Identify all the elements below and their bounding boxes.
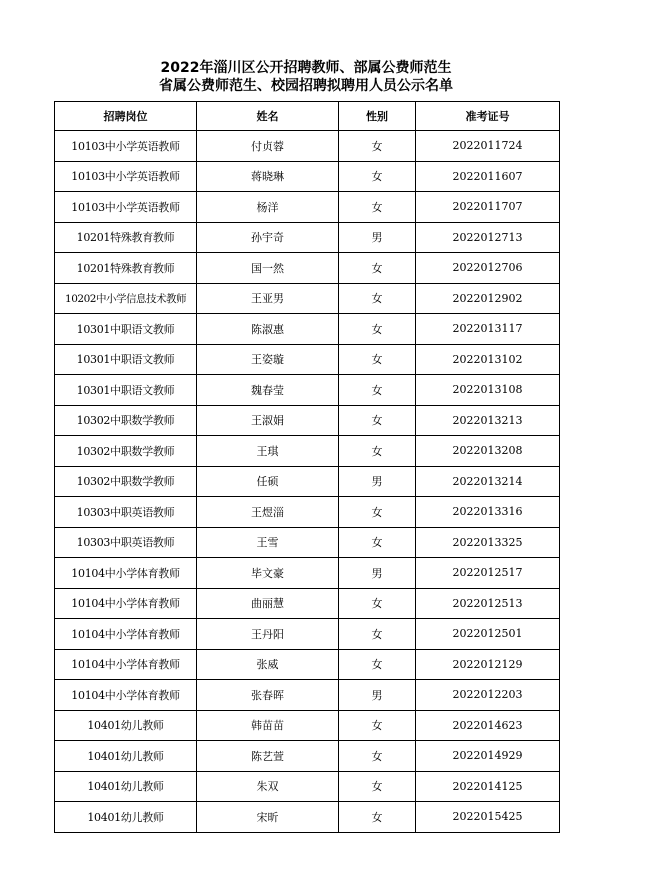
- cell-position: 10104中小学体育教师: [55, 558, 197, 589]
- cell-position: 10301中职语文教师: [55, 314, 197, 345]
- cell-exam-id: 2022012902: [416, 283, 560, 314]
- cell-position: 10201特殊教育教师: [55, 222, 197, 253]
- table-body: [55, 131, 560, 833]
- table-row: [55, 588, 560, 619]
- cell-gender: 女: [339, 588, 416, 619]
- cell-name: 蒋晓琳: [197, 161, 339, 192]
- cell-exam-id: 2022011607: [416, 161, 560, 192]
- cell-name: 王煜淄: [197, 497, 339, 528]
- cell-name: 曲丽慧: [197, 588, 339, 619]
- cell-position: 10104中小学体育教师: [55, 680, 197, 711]
- cell-exam-id: 2022014929: [416, 741, 560, 772]
- table-row: [55, 314, 560, 345]
- cell-name: 宋昕: [197, 802, 339, 833]
- cell-name: 任硕: [197, 466, 339, 497]
- candidate-table: [54, 101, 560, 833]
- table-row: [55, 680, 560, 711]
- table-row: [55, 161, 560, 192]
- cell-name: 国一然: [197, 253, 339, 284]
- cell-name: 张春晖: [197, 680, 339, 711]
- cell-exam-id: 2022011724: [416, 131, 560, 162]
- cell-exam-id: 2022013102: [416, 344, 560, 375]
- cell-exam-id: 2022012501: [416, 619, 560, 650]
- cell-exam-id: 2022012713: [416, 222, 560, 253]
- cell-gender: 女: [339, 527, 416, 558]
- cell-exam-id: 2022013325: [416, 527, 560, 558]
- cell-name: 陈艺萱: [197, 741, 339, 772]
- header-name: 姓名: [197, 102, 339, 131]
- cell-gender: 男: [339, 222, 416, 253]
- cell-position: 10103中小学英语教师: [55, 161, 197, 192]
- cell-name: 朱双: [197, 771, 339, 802]
- cell-exam-id: 2022013208: [416, 436, 560, 467]
- cell-exam-id: 2022012513: [416, 588, 560, 619]
- table-row: [55, 497, 560, 528]
- cell-position: 10103中小学英语教师: [55, 192, 197, 223]
- cell-gender: 女: [339, 375, 416, 406]
- cell-position: 10201特殊教育教师: [55, 253, 197, 284]
- cell-name: 付贞蓉: [197, 131, 339, 162]
- cell-position: 10401幼儿教师: [55, 741, 197, 772]
- document-title-line-1: 2022年淄川区公开招聘教师、部属公费师范生: [160, 60, 452, 76]
- cell-exam-id: 2022012203: [416, 680, 560, 711]
- cell-gender: 女: [339, 161, 416, 192]
- cell-exam-id: 2022013108: [416, 375, 560, 406]
- cell-position: 10202中小学信息技术教师: [55, 283, 197, 314]
- header-exam-id: 准考证号: [416, 102, 560, 131]
- cell-gender: 女: [339, 649, 416, 680]
- table-row: [55, 192, 560, 223]
- cell-exam-id: 2022012517: [416, 558, 560, 589]
- cell-name: 毕文豪: [197, 558, 339, 589]
- cell-exam-id: 2022012129: [416, 649, 560, 680]
- cell-gender: 女: [339, 619, 416, 650]
- cell-position: 10303中职英语教师: [55, 497, 197, 528]
- cell-position: 10302中职数学教师: [55, 466, 197, 497]
- cell-gender: 女: [339, 314, 416, 345]
- cell-position: 10103中小学英语教师: [55, 131, 197, 162]
- cell-gender: 男: [339, 680, 416, 711]
- table-row: [55, 222, 560, 253]
- table-row: [55, 344, 560, 375]
- cell-name: 王淑娟: [197, 405, 339, 436]
- cell-exam-id: 2022013214: [416, 466, 560, 497]
- cell-name: 王雪: [197, 527, 339, 558]
- table-row: [55, 527, 560, 558]
- cell-position: 10302中职数学教师: [55, 436, 197, 467]
- cell-position: 10104中小学体育教师: [55, 588, 197, 619]
- cell-gender: 男: [339, 466, 416, 497]
- cell-name: 孙宇奇: [197, 222, 339, 253]
- cell-gender: 男: [339, 558, 416, 589]
- cell-name: 王姿璇: [197, 344, 339, 375]
- header-position: 招聘岗位: [55, 102, 197, 131]
- header-gender: 性别: [339, 102, 416, 131]
- cell-gender: 女: [339, 283, 416, 314]
- cell-name: 陈淑惠: [197, 314, 339, 345]
- cell-gender: 女: [339, 771, 416, 802]
- table-row: [55, 802, 560, 833]
- cell-position: 10302中职数学教师: [55, 405, 197, 436]
- cell-gender: 女: [339, 405, 416, 436]
- table-row: [55, 649, 560, 680]
- table-header-row: [55, 102, 560, 131]
- table-row: [55, 253, 560, 284]
- cell-name: 韩苗苗: [197, 710, 339, 741]
- table-row: [55, 436, 560, 467]
- cell-exam-id: 2022012706: [416, 253, 560, 284]
- cell-position: 10301中职语文教师: [55, 375, 197, 406]
- table-row: [55, 619, 560, 650]
- cell-name: 杨洋: [197, 192, 339, 223]
- table-row: [55, 741, 560, 772]
- cell-exam-id: 2022014125: [416, 771, 560, 802]
- cell-gender: 女: [339, 131, 416, 162]
- cell-gender: 女: [339, 741, 416, 772]
- table-row: [55, 771, 560, 802]
- cell-position: 10104中小学体育教师: [55, 619, 197, 650]
- table-row: [55, 405, 560, 436]
- cell-position: 10401幼儿教师: [55, 710, 197, 741]
- table-row: [55, 466, 560, 497]
- cell-position: 10104中小学体育教师: [55, 649, 197, 680]
- cell-gender: 女: [339, 192, 416, 223]
- document-title-line-2: 省属公费师范生、校园招聘拟聘用人员公示名单: [159, 78, 453, 94]
- cell-gender: 女: [339, 344, 416, 375]
- table-row: [55, 131, 560, 162]
- cell-exam-id: 2022011707: [416, 192, 560, 223]
- table-row: [55, 283, 560, 314]
- table-row: [55, 710, 560, 741]
- cell-name: 王丹阳: [197, 619, 339, 650]
- cell-position: 10301中职语文教师: [55, 344, 197, 375]
- cell-name: 王琪: [197, 436, 339, 467]
- cell-name: 魏春莹: [197, 375, 339, 406]
- cell-gender: 女: [339, 253, 416, 284]
- cell-exam-id: 2022013213: [416, 405, 560, 436]
- cell-gender: 女: [339, 497, 416, 528]
- cell-exam-id: 2022014623: [416, 710, 560, 741]
- cell-exam-id: 2022013316: [416, 497, 560, 528]
- cell-gender: 女: [339, 436, 416, 467]
- cell-position: 10303中职英语教师: [55, 527, 197, 558]
- cell-name: 王亚男: [197, 283, 339, 314]
- cell-position: 10401幼儿教师: [55, 771, 197, 802]
- table-row: [55, 558, 560, 589]
- cell-name: 张威: [197, 649, 339, 680]
- cell-exam-id: 2022015425: [416, 802, 560, 833]
- cell-position: 10401幼儿教师: [55, 802, 197, 833]
- cell-gender: 女: [339, 710, 416, 741]
- cell-gender: 女: [339, 802, 416, 833]
- cell-exam-id: 2022013117: [416, 314, 560, 345]
- table-row: [55, 375, 560, 406]
